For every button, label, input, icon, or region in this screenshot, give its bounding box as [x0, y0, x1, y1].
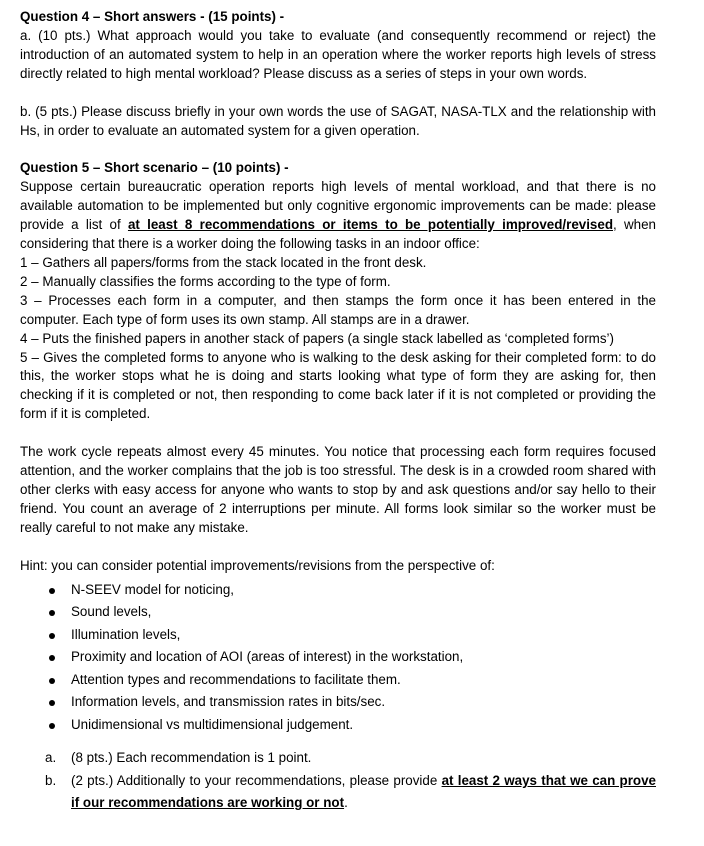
hint-item: N-SEEV model for noticing, — [20, 579, 656, 602]
q5-part-b-emphasis: at least 2 ways that we can prove if our recommendations are working or not — [71, 772, 656, 811]
q5-part-a-label: a. — [45, 750, 57, 766]
q5-part-b-label: b. — [45, 772, 57, 788]
q4-title: Question 4 – Short answers - (15 points) - — [20, 9, 285, 24]
hint-item: Proximity and location of AOI (areas of interest) in the workstation, — [20, 646, 656, 669]
bullet-icon — [49, 655, 55, 661]
q5-part-a-text: (8 pts.) Each recommendation is 1 point. — [71, 750, 312, 766]
q5-part-b — [20, 770, 656, 815]
task-item-2: 2 – Manually classifies the forms according to the type of form. — [20, 273, 391, 289]
q5-parts-list — [20, 747, 656, 815]
hint-item: Unidimensional vs multidimensional judgement. — [20, 714, 656, 737]
q5-part-b-pre: (2 pts.) Additionally to your recommendations, please provide — [71, 772, 442, 788]
q5-intro-pre: Suppose certain bureaucratic operation reports high levels of mental workload, and that there is no available automation to be implemented but only cognitive ergonomic improvements can be made: please provide a list of — [20, 179, 656, 233]
bullet-icon — [49, 678, 55, 684]
task-item-1: 1 – Gathers all papers/forms from the stack located in the front desk. — [20, 254, 427, 270]
bullet-icon — [49, 633, 55, 639]
work-cycle-paragraph: The work cycle repeats almost every 45 minutes. You notice that processing each form requires focused attention, and the worker complains that the job is too stressful. The desk is in a crowded room shared with other clerks with easy access for anyone who wants to stop by and ask questions and/or say hello to their friend. You count an average of 2 interruptions per minute. All forms look similar so the worker must be really careful to not make any mistake. — [20, 444, 656, 535]
hint-item: Attention types and recommendations to facilitate them. — [20, 669, 656, 692]
task-item-3: 3 – Processes each form in a computer, and then stamps the form once it has been entered in the computer. Each type of form uses its own stamp. All stamps are in a drawer. — [20, 292, 656, 327]
q4-part-a: a. (10 pts.) What approach would you take to evaluate (and consequently recommend or reject) the introduction of an automated system to help in an operation where the worker reports high levels of stress directly related to high mental workload? Please discuss as a series of steps in your own words. — [20, 27, 656, 81]
hint-list — [20, 579, 656, 737]
task-item-4: 4 – Puts the finished papers in another stack of papers (a single stack labelled as ‘completed forms’) — [20, 330, 614, 346]
q5-part-b-post: . — [344, 795, 348, 811]
bullet-icon — [49, 588, 55, 594]
hint-intro: Hint: you can consider potential improvements/revisions from the perspective of: — [20, 557, 495, 573]
q5-intro-emphasis: at least 8 recommendations or items to be potentially improved/revised — [127, 217, 614, 233]
task-item-5: 5 – Gives the completed forms to anyone who is walking to the desk asking for their completed form: to do this, the worker stops what he is doing and starts looking what type of form they are asking for, then checking if it is completed or not, then responding to come back later if it is not completed or providing the form if it is completed. — [20, 349, 656, 422]
q4-part-b: b. (5 pts.) Please discuss briefly in your own words the use of SAGAT, NASA-TLX and the relationship with Hs, in order to evaluate an automated system for a given operation. — [20, 103, 656, 138]
bullet-icon — [49, 700, 55, 706]
bullet-icon — [49, 610, 55, 616]
hint-item: Information levels, and transmission rates in bits/sec. — [20, 691, 656, 714]
bullet-icon — [49, 723, 55, 729]
q5-title: Question 5 – Short scenario – (10 points) - — [20, 160, 289, 176]
hint-item: Sound levels, — [20, 601, 656, 624]
q5-part-a — [20, 747, 656, 770]
document-page — [20, 8, 656, 815]
hint-item: Illumination levels, — [20, 624, 656, 647]
q5-intro — [20, 178, 656, 254]
q5-intro-post: , when considering that there is a worker doing the following tasks in an indoor office: — [20, 217, 657, 252]
